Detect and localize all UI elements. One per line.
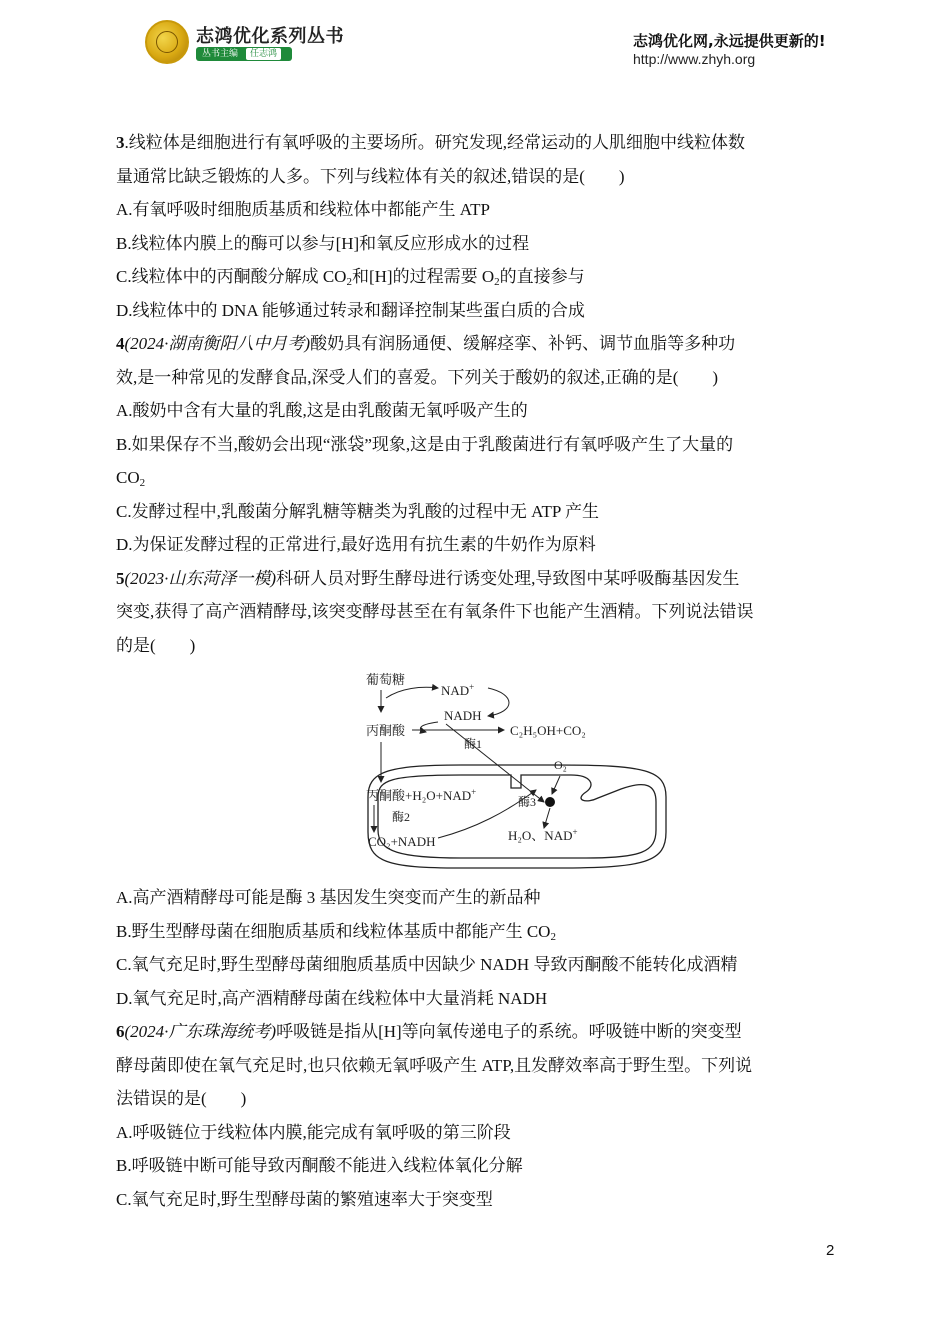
question-number: 4 (116, 334, 125, 353)
question-number: 6 (116, 1022, 125, 1041)
editor-tag (196, 47, 292, 61)
respiration-diagram (116, 672, 836, 877)
editor-name: 任志鸿 (246, 48, 281, 60)
document-body (116, 126, 836, 1216)
option-c: C.发酵过程中,乳酸菌分解乳糖等糖类为乳酸的过程中无 ATP 产生 (116, 501, 599, 521)
option-b: B.线粒体内膜上的酶可以参与[H]和氧反应形成水的过程 (116, 233, 530, 253)
question-3 (116, 126, 836, 327)
label-nad-plus: NAD+ (441, 682, 475, 698)
enzyme3-site (545, 797, 555, 807)
option-d: D.线粒体中的 DNA 能够通过转录和翻译控制某些蛋白质的合成 (116, 300, 585, 320)
series-title: 志鸿优化系列丛书 (196, 26, 344, 47)
option-a: A.高产酒精酵母可能是酶 3 基因发生突变而产生的新品种 (116, 888, 541, 907)
option-a: A.酸奶中含有大量的乳酸,这是由乳酸菌无氧呼吸产生的 (116, 401, 528, 420)
publisher-logo-icon (145, 20, 189, 64)
label-final-products: H₂O、NAD+ (508, 827, 578, 843)
label-enzyme2: 酶2 (392, 810, 411, 824)
question-source: (2024·湖南衡阳八中月考) (124, 334, 311, 353)
question-stem-line: 6(2024·广东珠海统考)呼吸链是指从[H]等向氧传递电子的系统。呼吸链中断的突变型 (116, 1022, 742, 1041)
respiration-diagram-svg (116, 672, 836, 877)
label-mito-reactants: 丙酮酸+H₂O+NAD+ (366, 787, 477, 803)
slogan: 志鸿优化网,永远提供更新的! (633, 32, 826, 50)
label-mito-products: CO₂+NADH (368, 834, 436, 849)
question-stem-line: 效,是一种常见的发酵食品,深受人们的喜爱。下列关于酸奶的叙述,正确的是( ) (116, 367, 719, 387)
option-c: C.线粒体中的丙酮酸分解成 $CO_2$和[H]的过程需要 $O_2$的直接参与 (116, 267, 585, 288)
label-enzyme3: 酶3 (518, 795, 537, 809)
question-number: 5 (116, 568, 125, 588)
label-pyruvate: 丙酮酸 (366, 723, 406, 738)
option-b: B.呼吸链中断可能导致丙酮酸不能进入线粒体氧化分解 (116, 1156, 523, 1175)
question-stem-line: 的是( ) (116, 635, 196, 655)
option-c: C.氧气充足时,野生型酵母菌细胞质基质中因缺少 NADH 导致丙酮酸不能转化成酒精 (116, 955, 738, 974)
question-6 (116, 1015, 836, 1216)
arrow-to-water (544, 808, 550, 828)
label-enzyme1: 酶1 (464, 737, 483, 751)
page-number: 2 (826, 1242, 835, 1259)
editor-label: 丛书主编 (202, 49, 239, 59)
option-d: D.为保证发酵过程的正常进行,最好选用有抗生素的牛奶作为原料 (116, 535, 596, 554)
question-stem-line: 酵母菌即使在氧气充足时,也只依赖无氧呼吸产生 ATP,且发酵效率高于野生型。下列说 (116, 1055, 753, 1075)
option-b: B.野生型酵母菌在细胞质基质和线粒体基质中都能产生 $CO_2$ (116, 921, 556, 943)
question-stem-line: 4(2024·湖南衡阳八中月考)酸奶具有润肠通便、缓解痉挛、补钙、调节血脂等多种功 (116, 334, 736, 353)
option-b: B.如果保存不当,酸奶会出现“涨袋”现象,这是由于乳酸菌进行有氧呼吸产生了大量的 (116, 434, 734, 454)
question-stem-line: 5(2023·山东菏泽一模)科研人员对野生酵母进行诱变处理,导致图中某呼吸酶基因发生 (116, 568, 740, 588)
arrow-nad-cycle (488, 688, 509, 716)
question-stem-line: 法错误的是( ) (116, 1089, 247, 1108)
option-d: D.氧气充足时,高产酒精酵母菌在线粒体中大量消耗 NADH (116, 988, 548, 1008)
option-b-continued: $CO_2$ (116, 468, 146, 489)
question-source: (2023·山东菏泽一模) (124, 568, 277, 588)
page-header (0, 0, 950, 90)
question-number: 3 (116, 133, 125, 152)
arrow-o2-to-enzyme3 (552, 776, 560, 794)
label-nadh-cytosol: NADH (444, 708, 482, 723)
option-a: A.有氧呼吸时细胞质基质和线粒体中都能产生 ATP (116, 200, 491, 219)
question-stem-line: 量通常比缺乏锻炼的人多。下列与线粒体有关的叙述,错误的是( ) (116, 166, 625, 186)
option-c: C.氧气充足时,野生型酵母菌的繁殖速率大于突变型 (116, 1189, 493, 1209)
question-stem-line: 突变,获得了高产酒精酵母,该突变酵母甚至在有氧条件下也能产生酒精。下列说法错误 (116, 602, 754, 621)
question-source: (2024·广东珠海统考) (124, 1022, 277, 1041)
question-stem-line: 3.线粒体是细胞进行有氧呼吸的主要场所。研究发现,经常运动的人肌细胞中线粒体数 (116, 133, 745, 152)
label-o2: O₂ (554, 758, 567, 772)
option-a: A.呼吸链位于线粒体内膜,能完成有氧呼吸的第三阶段 (116, 1122, 511, 1142)
site-url[interactable]: http://www.zhyh.org (633, 51, 756, 67)
label-glucose: 葡萄糖 (366, 672, 406, 687)
question-5 (116, 562, 836, 1016)
question-4 (116, 327, 836, 562)
arrow-nad-reduction (386, 687, 438, 698)
label-ethanol-co2: C₂H₅OH+CO₂ (510, 723, 586, 738)
